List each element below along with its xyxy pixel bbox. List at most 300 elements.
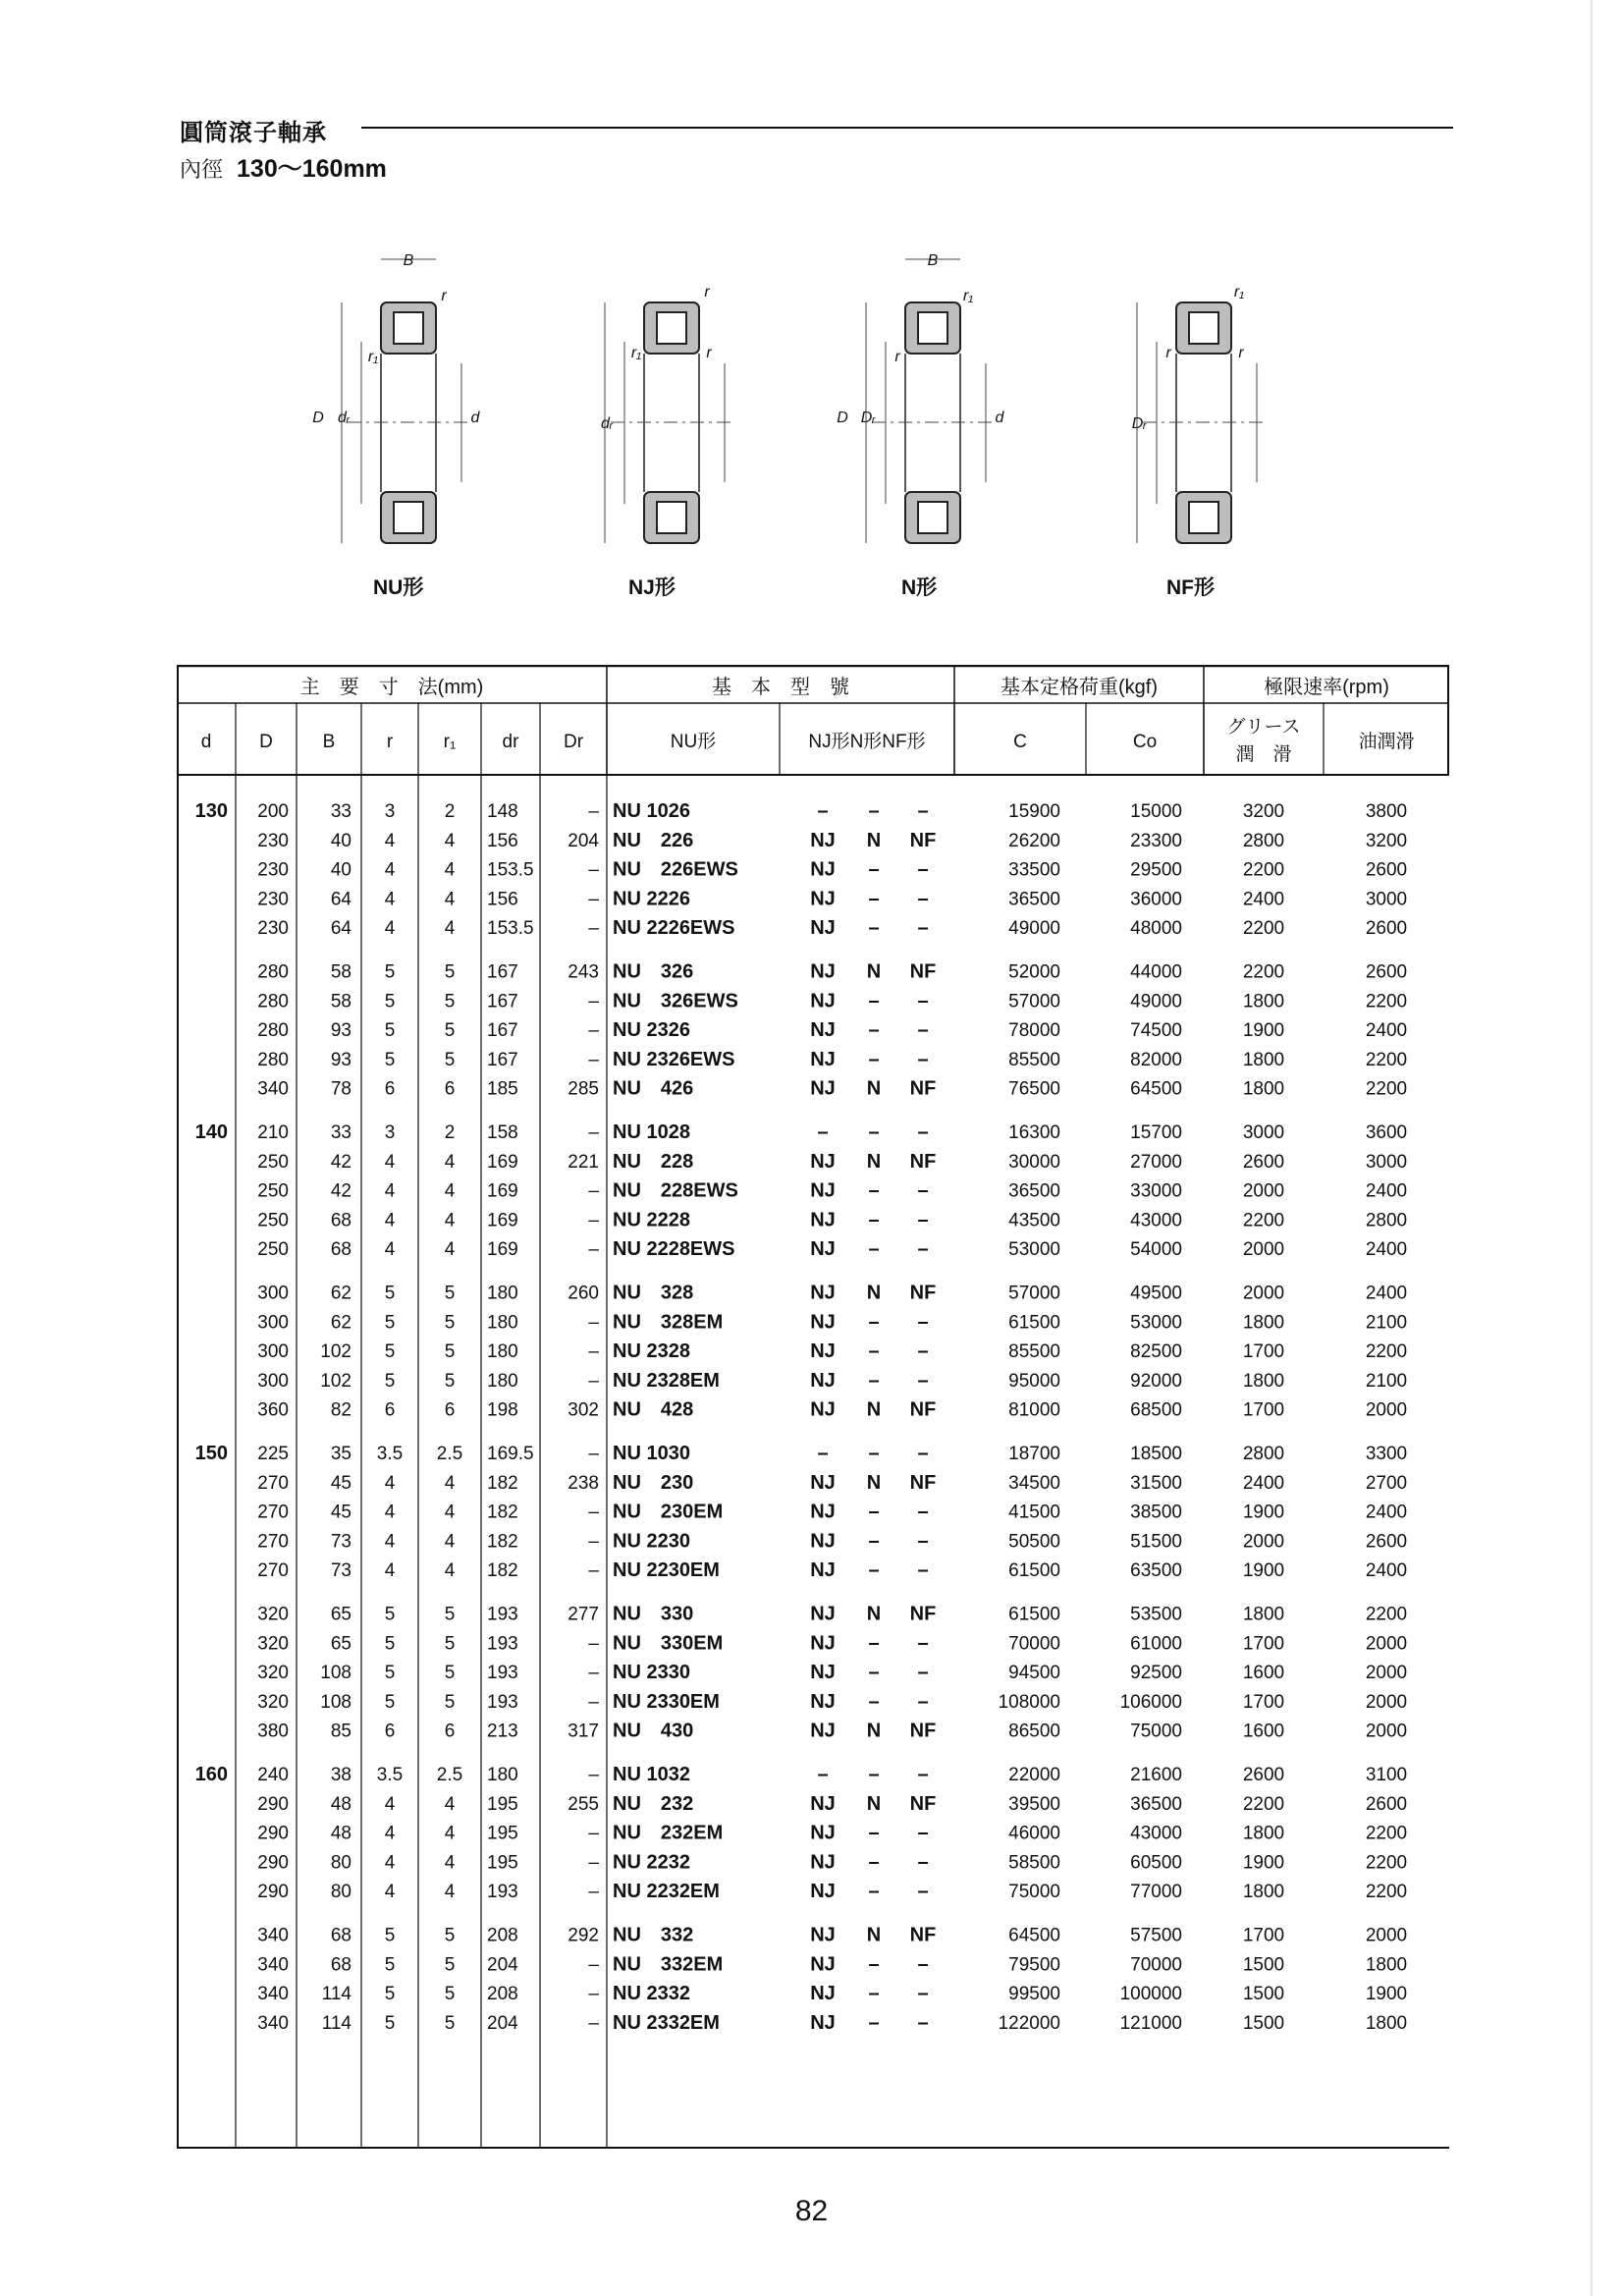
cell-D: 360 — [257, 1399, 289, 1421]
cell-oil-speed: 3600 — [1365, 1122, 1408, 1143]
cell-Co: 106000 — [1119, 1691, 1182, 1713]
cell-oil-speed: 2200 — [1365, 1078, 1408, 1100]
cell-nu-type: NU 2232 — [613, 1851, 690, 1874]
cell-nu-type: NU 428 — [613, 1398, 694, 1421]
diagram-label-nj: NJ形 — [628, 576, 676, 599]
cell-C: 61500 — [1008, 1560, 1060, 1582]
cell-grease-speed: 1700 — [1242, 1341, 1285, 1363]
cell-C: 64500 — [1008, 1925, 1060, 1946]
column-header: d — [200, 732, 212, 752]
cell-r: 3 — [384, 1122, 396, 1143]
cell-nf-type: – — [917, 917, 929, 940]
cell-Co: 53500 — [1130, 1604, 1182, 1625]
cell-C: 122000 — [998, 2012, 1060, 2034]
cell-nu-type: NU 332 — [613, 1924, 694, 1946]
cell-dr: 180 — [487, 1370, 518, 1392]
cell-n-type: N — [866, 1792, 882, 1815]
cell-nj-type: NJ — [810, 960, 836, 983]
cell-nu-type: NU 2226EWS — [613, 917, 735, 940]
cell-dr: 195 — [487, 1852, 518, 1874]
cell-r1: 4 — [444, 1793, 456, 1815]
cell-Dr: – — [588, 1370, 599, 1392]
cell-B: 48 — [330, 1793, 352, 1815]
header-types: 基 本 型 號 — [712, 677, 849, 698]
cell-C: 58500 — [1008, 1852, 1060, 1874]
cell-D: 280 — [257, 961, 289, 983]
cell-nu-type: NU 232EM — [613, 1822, 724, 1844]
cell-dr: 182 — [487, 1472, 518, 1494]
cell-r1: 4 — [444, 918, 456, 940]
cell-nf-type: – — [917, 1340, 929, 1363]
cell-nu-type: NU 2228 — [613, 1209, 690, 1231]
cell-dr: 204 — [487, 2012, 518, 2034]
cell-oil-speed: 3000 — [1365, 889, 1408, 910]
cell-nu-type: NU 326 — [613, 960, 694, 983]
cell-r1: 5 — [444, 1283, 456, 1304]
cell-Co: 64500 — [1130, 1078, 1182, 1100]
cell-oil-speed: 2400 — [1365, 1020, 1408, 1042]
column-header: NJ形N形NF形 — [808, 732, 926, 752]
cell-Co: 36000 — [1130, 889, 1182, 910]
dimension-label: r — [704, 284, 710, 301]
cell-Co: 38500 — [1130, 1502, 1182, 1523]
cell-nj-type: NJ — [810, 1077, 836, 1100]
cell-grease-speed: 2000 — [1242, 1283, 1285, 1304]
header-loads: 基本定格荷重(kgf) — [1001, 677, 1158, 698]
cell-nu-type: NU 330EM — [613, 1632, 724, 1655]
cell-Dr: 204 — [568, 830, 599, 851]
cell-n-type: N — [866, 1603, 882, 1625]
cell-n-type: – — [868, 1662, 880, 1684]
cell-grease-speed: 1900 — [1242, 1020, 1285, 1042]
cell-oil-speed: 2400 — [1365, 1239, 1408, 1261]
cell-Co: 43000 — [1130, 1210, 1182, 1231]
cell-oil-speed: 2600 — [1365, 918, 1408, 940]
cell-n-type: N — [866, 1720, 882, 1742]
cell-D: 280 — [257, 991, 289, 1012]
cell-D: 250 — [257, 1151, 289, 1173]
cell-oil-speed: 2000 — [1365, 1721, 1408, 1742]
cell-D: 200 — [257, 801, 289, 822]
cell-nj-type: NJ — [810, 2011, 836, 2034]
cell-nu-type: NU 426 — [613, 1077, 694, 1100]
cell-nu-type: NU 226 — [613, 829, 694, 851]
bore-diameter: 130 — [194, 800, 228, 822]
cell-Dr: – — [588, 1444, 599, 1464]
cell-dr: 158 — [487, 1122, 518, 1143]
cell-nf-type: NF — [909, 1603, 937, 1625]
cell-nj-type: NJ — [810, 1881, 836, 1903]
cell-Co: 21600 — [1130, 1765, 1182, 1785]
cell-n-type: – — [868, 1501, 880, 1523]
cell-nj-type: NJ — [810, 1559, 836, 1582]
cell-grease-speed: 2800 — [1242, 1444, 1285, 1464]
cell-D: 270 — [257, 1472, 289, 1494]
cell-nf-type: – — [917, 1822, 929, 1844]
cell-nf-type: – — [917, 1501, 929, 1523]
cell-D: 340 — [257, 1078, 289, 1100]
cell-grease-speed: 1700 — [1242, 1691, 1285, 1713]
bearing-roller — [394, 502, 423, 533]
cell-nu-type: NU 326EWS — [613, 990, 738, 1012]
cell-dr: 169 — [487, 1239, 518, 1261]
cell-oil-speed: 3800 — [1365, 801, 1408, 822]
cell-D: 290 — [257, 1852, 289, 1874]
cell-nj-type: NJ — [810, 1311, 836, 1334]
dimension-label: B — [403, 252, 414, 269]
cell-Co: 57500 — [1130, 1925, 1182, 1946]
cell-r: 4 — [384, 1472, 396, 1494]
cell-nf-type: – — [917, 990, 929, 1012]
cell-B: 40 — [330, 859, 352, 881]
cell-B: 80 — [330, 1852, 352, 1874]
cell-n-type: – — [868, 888, 880, 910]
cell-B: 40 — [330, 830, 352, 851]
cell-C: 61500 — [1008, 1312, 1060, 1334]
cell-B: 33 — [330, 1122, 352, 1143]
cell-grease-speed: 1800 — [1242, 1823, 1285, 1844]
dimension-label: B — [927, 252, 939, 269]
cell-D: 290 — [257, 1882, 289, 1903]
cell-Co: 48000 — [1130, 918, 1182, 940]
cell-r1: 5 — [444, 1370, 456, 1392]
cell-B: 48 — [330, 1823, 352, 1844]
cell-grease-speed: 1600 — [1242, 1663, 1285, 1684]
cell-B: 38 — [330, 1765, 352, 1785]
cell-nf-type: – — [917, 1121, 929, 1143]
bearing-roller — [657, 502, 686, 533]
cell-r1: 5 — [444, 1604, 456, 1625]
header-dims: 主 要 寸 法(mm) — [299, 677, 484, 698]
cell-dr: 193 — [487, 1663, 518, 1684]
cell-Dr: – — [588, 1502, 599, 1523]
cell-Co: 15000 — [1130, 801, 1182, 822]
cell-r: 4 — [384, 1180, 396, 1202]
cell-grease-speed: 2400 — [1242, 889, 1285, 910]
cell-nu-type: NU 226EWS — [613, 858, 738, 881]
cell-r: 6 — [384, 1399, 396, 1421]
dimension-label: Dᵣ — [860, 410, 876, 426]
cell-grease-speed: 1800 — [1242, 991, 1285, 1012]
cell-C: 16300 — [1008, 1122, 1060, 1143]
cell-dr: 195 — [487, 1823, 518, 1844]
column-header: NU形 — [670, 732, 717, 752]
cell-n-type: – — [868, 917, 880, 940]
cell-grease-speed: 1700 — [1242, 1399, 1285, 1421]
dimension-label: D — [837, 410, 848, 426]
cell-D: 280 — [257, 1020, 289, 1042]
cell-nf-type: – — [917, 858, 929, 881]
cell-dr: 182 — [487, 1560, 518, 1582]
cell-B: 102 — [320, 1341, 352, 1363]
cell-r: 5 — [384, 1283, 396, 1304]
cell-B: 73 — [330, 1531, 352, 1553]
cell-dr: 169 — [487, 1210, 518, 1231]
cell-Dr: 221 — [568, 1151, 599, 1173]
cell-nf-type: NF — [909, 1398, 937, 1421]
dimension-label: r — [441, 288, 447, 304]
cell-nf-type: – — [917, 1953, 929, 1976]
cell-nf-type: NF — [909, 829, 937, 851]
cell-r: 5 — [384, 1954, 396, 1976]
cell-dr: 185 — [487, 1078, 518, 1100]
cell-nf-type: – — [917, 1369, 929, 1392]
cell-r1: 5 — [444, 1954, 456, 1976]
cell-nf-type: – — [917, 1983, 929, 2005]
cell-Co: 92500 — [1130, 1663, 1182, 1684]
cell-r1: 5 — [444, 1984, 456, 2005]
subtitle-range: 130～160mm — [237, 155, 387, 183]
cell-nf-type: NF — [909, 1720, 937, 1742]
cell-nj-type: NJ — [810, 1209, 836, 1231]
cell-C: 86500 — [1008, 1721, 1060, 1742]
cell-grease-speed: 1800 — [1242, 1370, 1285, 1392]
cell-Co: 54000 — [1130, 1239, 1182, 1261]
cell-grease-speed: 1700 — [1242, 1925, 1285, 1946]
cell-nj-type: NJ — [810, 1690, 836, 1713]
cell-nj-type: NJ — [810, 1150, 836, 1173]
cell-n-type: – — [868, 1632, 880, 1655]
cell-nu-type: NU 330 — [613, 1603, 694, 1625]
cell-nf-type: – — [917, 1048, 929, 1070]
cell-nj-type: – — [817, 800, 829, 822]
cell-r1: 4 — [444, 1239, 456, 1261]
cell-nj-type: – — [817, 1764, 829, 1785]
cell-r: 4 — [384, 1560, 396, 1582]
cell-r1: 2 — [444, 801, 456, 822]
cell-grease-speed: 1500 — [1242, 2012, 1285, 2034]
cell-nj-type: NJ — [810, 1632, 836, 1655]
cell-n-type: – — [868, 1369, 880, 1392]
cell-nf-type: NF — [909, 1150, 937, 1173]
cell-C: 99500 — [1008, 1984, 1060, 2005]
cell-nu-type: NU 228 — [613, 1150, 694, 1173]
cell-Co: 53000 — [1130, 1312, 1182, 1334]
cell-C: 78000 — [1008, 1020, 1060, 1042]
cell-r1: 5 — [444, 1691, 456, 1713]
cell-r: 5 — [384, 1020, 396, 1042]
cell-dr: 182 — [487, 1531, 518, 1553]
cell-Dr: – — [588, 1312, 599, 1334]
cell-D: 250 — [257, 1239, 289, 1261]
cell-oil-speed: 2400 — [1365, 1502, 1408, 1523]
cell-Co: 49000 — [1130, 991, 1182, 1012]
cell-grease-speed: 2200 — [1242, 918, 1285, 940]
cell-B: 102 — [320, 1370, 352, 1392]
cell-dr: 193 — [487, 1882, 518, 1903]
cell-C: 94500 — [1008, 1663, 1060, 1684]
dimension-label: r₁ — [1233, 284, 1245, 301]
cell-nj-type: NJ — [810, 1048, 836, 1070]
cell-grease-speed: 3200 — [1242, 801, 1285, 822]
cell-Dr: – — [588, 1633, 599, 1655]
cell-grease-speed: 1800 — [1242, 1604, 1285, 1625]
cell-dr: 148 — [487, 801, 518, 822]
cell-B: 68 — [330, 1210, 352, 1231]
cell-D: 230 — [257, 830, 289, 851]
cell-r: 4 — [384, 830, 396, 851]
cell-nj-type: NJ — [810, 1471, 836, 1494]
cell-Co: 82500 — [1130, 1341, 1182, 1363]
cell-Co: 33000 — [1130, 1180, 1182, 1202]
cell-grease-speed: 1900 — [1242, 1502, 1285, 1523]
cell-D: 230 — [257, 918, 289, 940]
cell-nu-type: NU 2230 — [613, 1530, 690, 1553]
bearing-diagram — [605, 302, 732, 543]
cell-D: 230 — [257, 889, 289, 910]
cell-D: 340 — [257, 1954, 289, 1976]
cell-n-type: N — [866, 1282, 882, 1304]
title-rule — [361, 127, 1453, 129]
cell-C: 76500 — [1008, 1078, 1060, 1100]
bearing-roller — [918, 502, 947, 533]
column-header: グリース — [1226, 717, 1301, 738]
cell-nf-type: – — [917, 1881, 929, 1903]
cell-C: 81000 — [1008, 1399, 1060, 1421]
cell-r: 6 — [384, 1721, 396, 1742]
cell-Co: 75000 — [1130, 1721, 1182, 1742]
cell-n-type: – — [868, 1530, 880, 1553]
dimension-label: r — [1238, 345, 1244, 361]
cell-oil-speed: 2000 — [1365, 1399, 1408, 1421]
cell-nf-type: – — [917, 888, 929, 910]
cell-oil-speed: 2100 — [1365, 1370, 1408, 1392]
cell-nf-type: – — [917, 1690, 929, 1713]
cell-nj-type: NJ — [810, 1530, 836, 1553]
cell-C: 39500 — [1008, 1793, 1060, 1815]
cell-grease-speed: 1900 — [1242, 1560, 1285, 1582]
bearing-diagrams — [0, 236, 1623, 629]
cell-n-type: N — [866, 960, 882, 983]
cell-D: 225 — [257, 1444, 289, 1464]
cell-r1: 4 — [444, 1210, 456, 1231]
cell-nf-type: – — [917, 1238, 929, 1261]
cell-r1: 4 — [444, 1502, 456, 1523]
cell-nf-type: NF — [909, 1282, 937, 1304]
cell-n-type: – — [868, 1209, 880, 1231]
dimension-label: D — [312, 410, 324, 426]
cell-Dr: – — [588, 1882, 599, 1903]
cell-grease-speed: 1600 — [1242, 1721, 1285, 1742]
cell-r1: 5 — [444, 1663, 456, 1684]
cell-Dr: 238 — [568, 1472, 599, 1494]
column-header: 油潤滑 — [1358, 732, 1415, 752]
cell-grease-speed: 1800 — [1242, 1312, 1285, 1334]
cell-Dr: – — [588, 801, 599, 822]
cell-nu-type: NU 332EM — [613, 1953, 724, 1976]
cell-r: 4 — [384, 1823, 396, 1844]
cell-grease-speed: 2600 — [1242, 1765, 1285, 1785]
cell-n-type: – — [868, 990, 880, 1012]
dimension-label: dᵣ — [601, 415, 613, 432]
cell-r: 6 — [384, 1078, 396, 1100]
cell-r: 3.5 — [376, 1765, 404, 1785]
cell-dr: 180 — [487, 1283, 518, 1304]
cell-dr: 198 — [487, 1399, 518, 1421]
cell-r1: 4 — [444, 1882, 456, 1903]
cell-oil-speed: 1800 — [1365, 1954, 1408, 1976]
cell-oil-speed: 2000 — [1365, 1691, 1408, 1713]
cell-n-type: – — [868, 1340, 880, 1363]
cell-C: 49000 — [1008, 918, 1060, 940]
cell-r: 4 — [384, 1793, 396, 1815]
cell-grease-speed: 2800 — [1242, 830, 1285, 851]
cell-D: 320 — [257, 1604, 289, 1625]
bore-diameter: 140 — [194, 1121, 228, 1143]
cell-D: 340 — [257, 1984, 289, 2005]
cell-D: 240 — [257, 1765, 289, 1785]
cell-C: 53000 — [1008, 1239, 1060, 1261]
cell-D: 300 — [257, 1283, 289, 1304]
cell-nf-type: – — [917, 1311, 929, 1334]
cell-B: 68 — [330, 1239, 352, 1261]
cell-B: 35 — [330, 1444, 352, 1464]
cell-C: 33500 — [1008, 859, 1060, 881]
cell-r1: 4 — [444, 1472, 456, 1494]
cell-C: 57000 — [1008, 991, 1060, 1012]
cell-Dr: – — [588, 1954, 599, 1976]
cell-B: 62 — [330, 1312, 352, 1334]
cell-nu-type: NU 2326EWS — [613, 1048, 735, 1070]
cell-grease-speed: 1800 — [1242, 1882, 1285, 1903]
cell-r1: 4 — [444, 1151, 456, 1173]
cell-nf-type: NF — [909, 1924, 937, 1946]
cell-C: 85500 — [1008, 1049, 1060, 1070]
cell-D: 270 — [257, 1531, 289, 1553]
cell-C: 18700 — [1008, 1444, 1060, 1464]
cell-nu-type: NU 230 — [613, 1471, 694, 1494]
cell-r1: 5 — [444, 991, 456, 1012]
cell-B: 42 — [330, 1151, 352, 1173]
cell-nj-type: NJ — [810, 990, 836, 1012]
cell-D: 340 — [257, 2012, 289, 2034]
cell-r: 4 — [384, 918, 396, 940]
cell-Dr: 277 — [568, 1604, 599, 1625]
cell-grease-speed: 1800 — [1242, 1078, 1285, 1100]
bearing-table — [177, 665, 1449, 2149]
cell-D: 280 — [257, 1049, 289, 1070]
cell-B: 93 — [330, 1020, 352, 1042]
bearing-roller — [1189, 502, 1218, 533]
cell-n-type: N — [866, 1077, 882, 1100]
cell-Dr: – — [588, 1341, 599, 1363]
cell-grease-speed: 1900 — [1242, 1852, 1285, 1874]
cell-r: 5 — [384, 1633, 396, 1655]
bearing-diagram — [1137, 302, 1265, 543]
cell-nj-type: NJ — [810, 1851, 836, 1874]
dimension-label: r — [1165, 345, 1171, 361]
cell-oil-speed: 2000 — [1365, 1663, 1408, 1684]
column-header: 潤 滑 — [1235, 744, 1292, 765]
cell-n-type: – — [868, 1121, 880, 1143]
cell-nu-type: NU 230EM — [613, 1501, 724, 1523]
cell-nj-type: NJ — [810, 829, 836, 851]
cell-nj-type: NJ — [810, 1792, 836, 1815]
cell-nj-type: NJ — [810, 1179, 836, 1202]
cell-C: 34500 — [1008, 1472, 1060, 1494]
cell-Co: 51500 — [1130, 1531, 1182, 1553]
cell-r: 4 — [384, 1239, 396, 1261]
cell-grease-speed: 2600 — [1242, 1151, 1285, 1173]
cell-nj-type: NJ — [810, 1282, 836, 1304]
cell-dr: 195 — [487, 1793, 518, 1815]
subtitle-label: 內徑 — [180, 157, 224, 182]
cell-B: 68 — [330, 1925, 352, 1946]
cell-r1: 5 — [444, 1049, 456, 1070]
cell-nj-type: NJ — [810, 917, 836, 940]
cell-B: 65 — [330, 1604, 352, 1625]
cell-n-type: – — [868, 1179, 880, 1202]
